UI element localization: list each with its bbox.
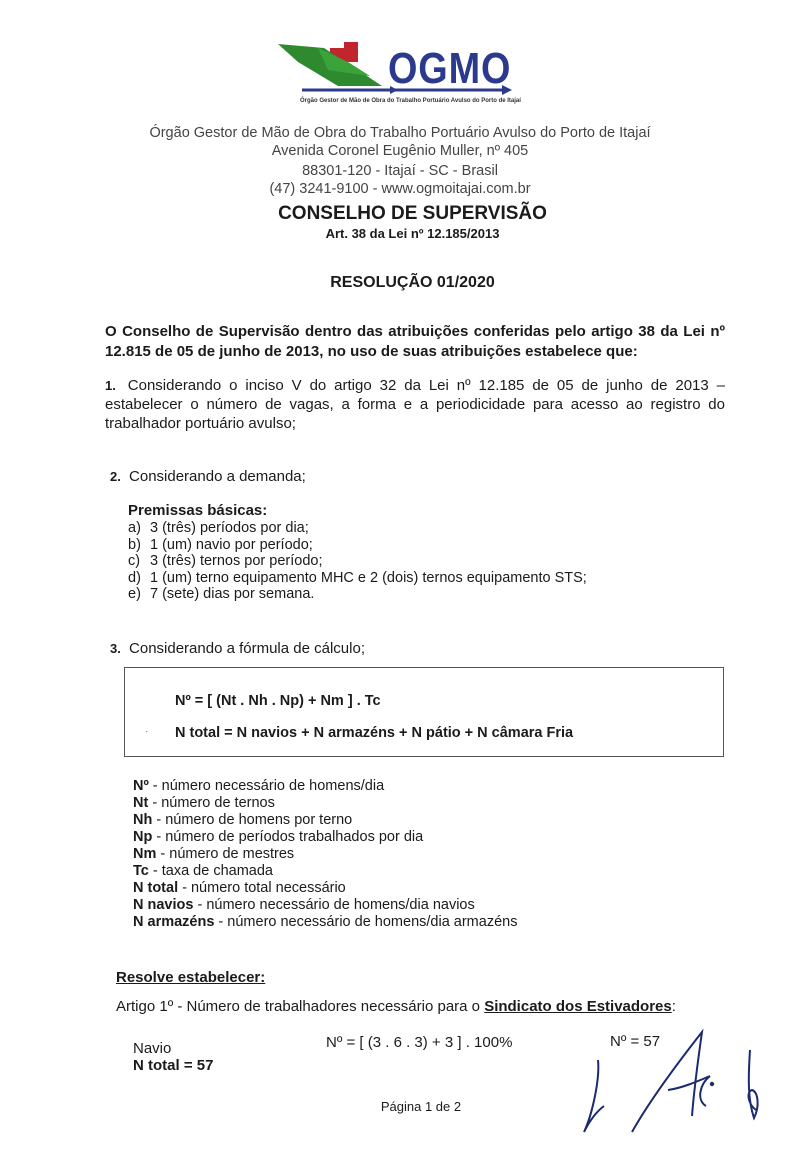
formula-box xyxy=(124,667,724,757)
formula-total: N total = N navios + N armazéns + N pátio + N câmara Fria xyxy=(175,725,574,741)
item-1-number: 1. xyxy=(105,378,116,393)
item-3-text: Considerando a fórmula de cálculo; xyxy=(129,640,365,657)
definitions-list xyxy=(133,778,517,931)
calc-formula: Nº = [ (3 . 6 . 3) + 3 ] . 100% xyxy=(326,1034,513,1051)
list-item: a) 3 (três) períodos por dia; xyxy=(128,520,309,536)
premises-heading: Premissas básicas: xyxy=(128,502,268,519)
logo-subtitle: Órgão Gestor de Mão de Obra do Trabalho Portuário Avulso do Porto de Itajaí xyxy=(300,98,521,104)
list-item: Np - número de períodos trabalhados por dia xyxy=(133,829,424,845)
org-address: Avenida Coronel Eugênio Muller, nº 405 xyxy=(271,143,529,159)
article-1-prefix: Artigo 1º - Número de trabalhadores necessário para o xyxy=(116,998,485,1015)
list-item: Nh - número de homens por terno xyxy=(133,812,353,828)
calc-result: Nº = 57 xyxy=(610,1033,661,1050)
list-item: b) 1 (um) navio por período; xyxy=(128,536,313,553)
list-item: Nº - número necessário de homens/dia xyxy=(133,778,385,794)
item-2-text: Considerando a demanda; xyxy=(129,468,306,485)
list-item: Tc - taxa de chamada xyxy=(133,863,273,879)
page-footer: Página 1 de 2 xyxy=(380,1099,462,1114)
org-name: Órgão Gestor de Mão de Obra do Trabalho Portuário Avulso do Porto de Itajaí xyxy=(149,125,651,141)
list-item: e) 7 (sete) dias por semana. xyxy=(128,586,315,602)
resolve-heading: Resolve estabelecer: xyxy=(116,969,266,986)
list-item: d) 1 (um) terno equipamento MHC e 2 (dois) ternos equipamento STS; xyxy=(128,569,587,586)
list-item: N armazéns - número necessário de homens/dia armazéns xyxy=(133,914,518,930)
item-1 xyxy=(105,376,725,433)
item-3 xyxy=(110,640,365,657)
list-item: Nm - número de mestres xyxy=(133,846,295,862)
intro-paragraph: O Conselho de Supervisão dentro das atribuições conferidas pelo artigo 38 da Lei nº 12.815 de 05 de junho de 2013, no uso de suas atribuições estabelece que: xyxy=(105,323,725,360)
list-item: N navios - número necessário de homens/dia navios xyxy=(133,897,475,913)
ogmo-logo xyxy=(278,40,521,112)
org-city: 88301-120 - Itajaí - SC - Brasil xyxy=(302,163,498,179)
resolution-number: RESOLUÇÃO 01/2020 xyxy=(330,274,495,291)
stray-mark: · xyxy=(145,726,149,737)
calc-label: Navio xyxy=(133,1040,172,1057)
document-subtitle: Art. 38 da Lei nº 12.185/2013 xyxy=(325,226,500,241)
item-2-number: 2. xyxy=(110,469,121,484)
list-item: N total - número total necessário xyxy=(133,880,346,896)
calc-total: N total = 57 xyxy=(133,1057,214,1074)
item-2 xyxy=(110,468,306,485)
item-1-text: Considerando o inciso V do artigo 32 da Lei nº 12.185 de 05 de junho de 2013 – estabelecer o número de vagas, a forma e a periodicidade para acesso ao registro do trabalhador portuário avulso; xyxy=(105,377,726,432)
logo-wordmark: OGMO xyxy=(388,44,512,93)
handwritten-signatures xyxy=(570,1020,780,1140)
item-3-number: 3. xyxy=(110,641,121,656)
org-contact: (47) 3241-9100 - www.ogmoitajai.com.br xyxy=(269,181,531,197)
list-item: c) 3 (três) ternos por período; xyxy=(128,553,323,569)
formula-workers: Nº = [ (Nt . Nh . Np) + Nm ] . Tc xyxy=(175,693,381,709)
article-1 xyxy=(116,998,676,1015)
article-1-suffix: : xyxy=(671,998,676,1015)
list-item: Nt - número de ternos xyxy=(133,795,275,811)
article-1-entity: Sindicato dos Estivadores xyxy=(484,998,672,1015)
document-title: CONSELHO DE SUPERVISÃO xyxy=(278,203,547,224)
premises-list xyxy=(128,520,587,603)
